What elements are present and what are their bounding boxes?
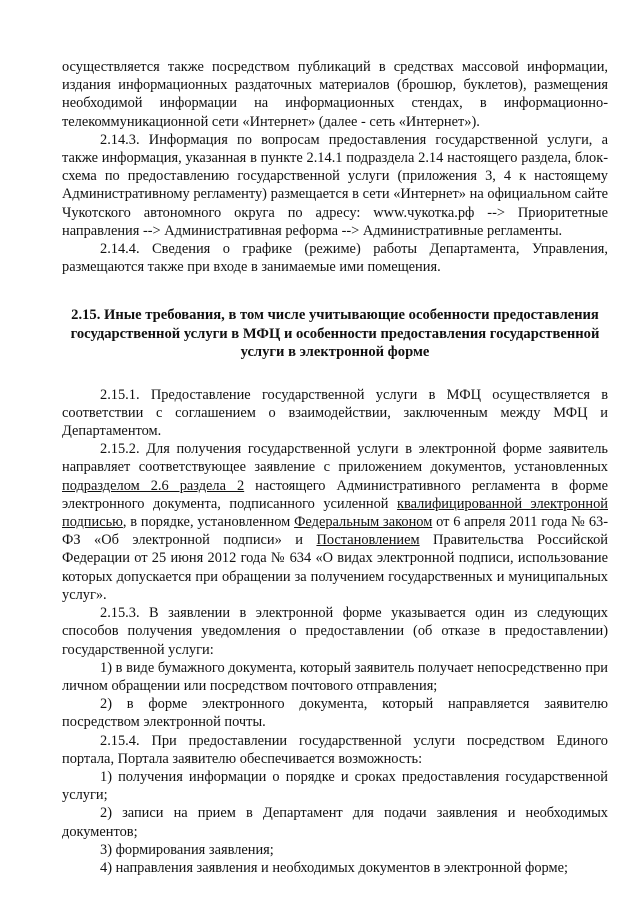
text-segment: , в порядке, установленном bbox=[122, 514, 295, 531]
link-federal-law[interactable]: Федеральным законом bbox=[294, 514, 433, 531]
paragraph-2-15-2 bbox=[62, 440, 608, 604]
section-heading-2-15: 2.15. Иные требования, в том числе учитывающие особенности предоставления государственной услуги в МФЦ и особенности предоставления государственной услуги в электронной форме bbox=[70, 307, 600, 361]
link-government-decree[interactable]: Постановлением bbox=[316, 532, 420, 549]
paragraph-2-14-4: 2.14.4. Сведения о графике (режиме) работы Департамента, Управления, размещаются также при входе в занимаемые ими помещения. bbox=[62, 241, 608, 276]
list-item: 2) в форме электронного документа, который направляется заявителю посредством электронной почты. bbox=[62, 696, 608, 731]
text-segment: от 6 апреля 2011 года № 63-ФЗ «Об электронной подписи» и bbox=[62, 514, 609, 549]
document-page bbox=[62, 58, 608, 877]
paragraph-2-15-4: 2.15.4. При предоставлении государственной услуги посредством Единого портала, Портала заявителю обеспечивается возможность: bbox=[62, 732, 608, 767]
link-qualified-signature[interactable]: квалифицированной электронной подписью bbox=[62, 495, 608, 531]
list-item: 1) получения информации о порядке и сроках предоставления государственной услуги; bbox=[62, 768, 608, 804]
list-item: 3) формирования заявления; bbox=[100, 841, 274, 858]
text-segment: настоящего Административного регламента в форме электронного документа, подписанного усиленной bbox=[62, 477, 608, 512]
list-item: 4) направления заявления и необходимых документов в электронной форме; bbox=[100, 859, 569, 876]
paragraph-2-15-3: 2.15.3. В заявлении в электронной форме указывается один из следующих способов получения уведомления о предоставлении (об отказе в предоставлении) государственной услуги: bbox=[62, 605, 608, 658]
list-item: 2) записи на прием в Департамент для подачи заявления и необходимых документов; bbox=[62, 805, 608, 840]
paragraph-2-15-1: 2.15.1. Предоставление государственной услуги в МФЦ осуществляется в соответствии с соглашением о взаимодействии, заключенным между МФЦ и Департаментом. bbox=[62, 386, 608, 440]
paragraph-continuation: осуществляется также посредством публикаций в средствах массовой информации, издания информационных раздаточных материалов (брошюр, буклетов), размещения необходимой информации на информационных стендах, в информационно-телекоммуникационной сети «Интернет» (далее - сеть «Интернет»). bbox=[62, 59, 608, 130]
text-segment: 2.15.2. Для получения государственной услуги в электронной форме заявитель направляет соответствующее заявление с приложением документов, установленных bbox=[62, 441, 608, 476]
text-segment: Правительства Российской Федерации от 25 июня 2012 года № 634 «О видах электронной подписи, использование которых допускается при обращении за получением государственных и муниципальных услуг». bbox=[62, 532, 608, 603]
paragraph-2-14-3: 2.14.3. Информация по вопросам предоставления государственной услуги, а также информация, указанная в пункте 2.14.1 подраздела 2.14 настоящего раздела, блок-схема по предоставлению государственной услуги (приложения 3, 4 к настоящему Административному регламенту) размещается в сети «Интернет» на официальном сайте Чукотского автономного округа по адресу: www.чукотка.рф --> Приоритетные направления --> Административная реформа --> Административные регламенты. bbox=[62, 131, 608, 239]
list-item: 1) в виде бумажного документа, который заявитель получает непосредственно при личном обращении или посредством почтового отправления; bbox=[62, 659, 608, 694]
link-subsection-2-6[interactable]: подразделом 2.6 раздела 2 bbox=[62, 477, 245, 494]
